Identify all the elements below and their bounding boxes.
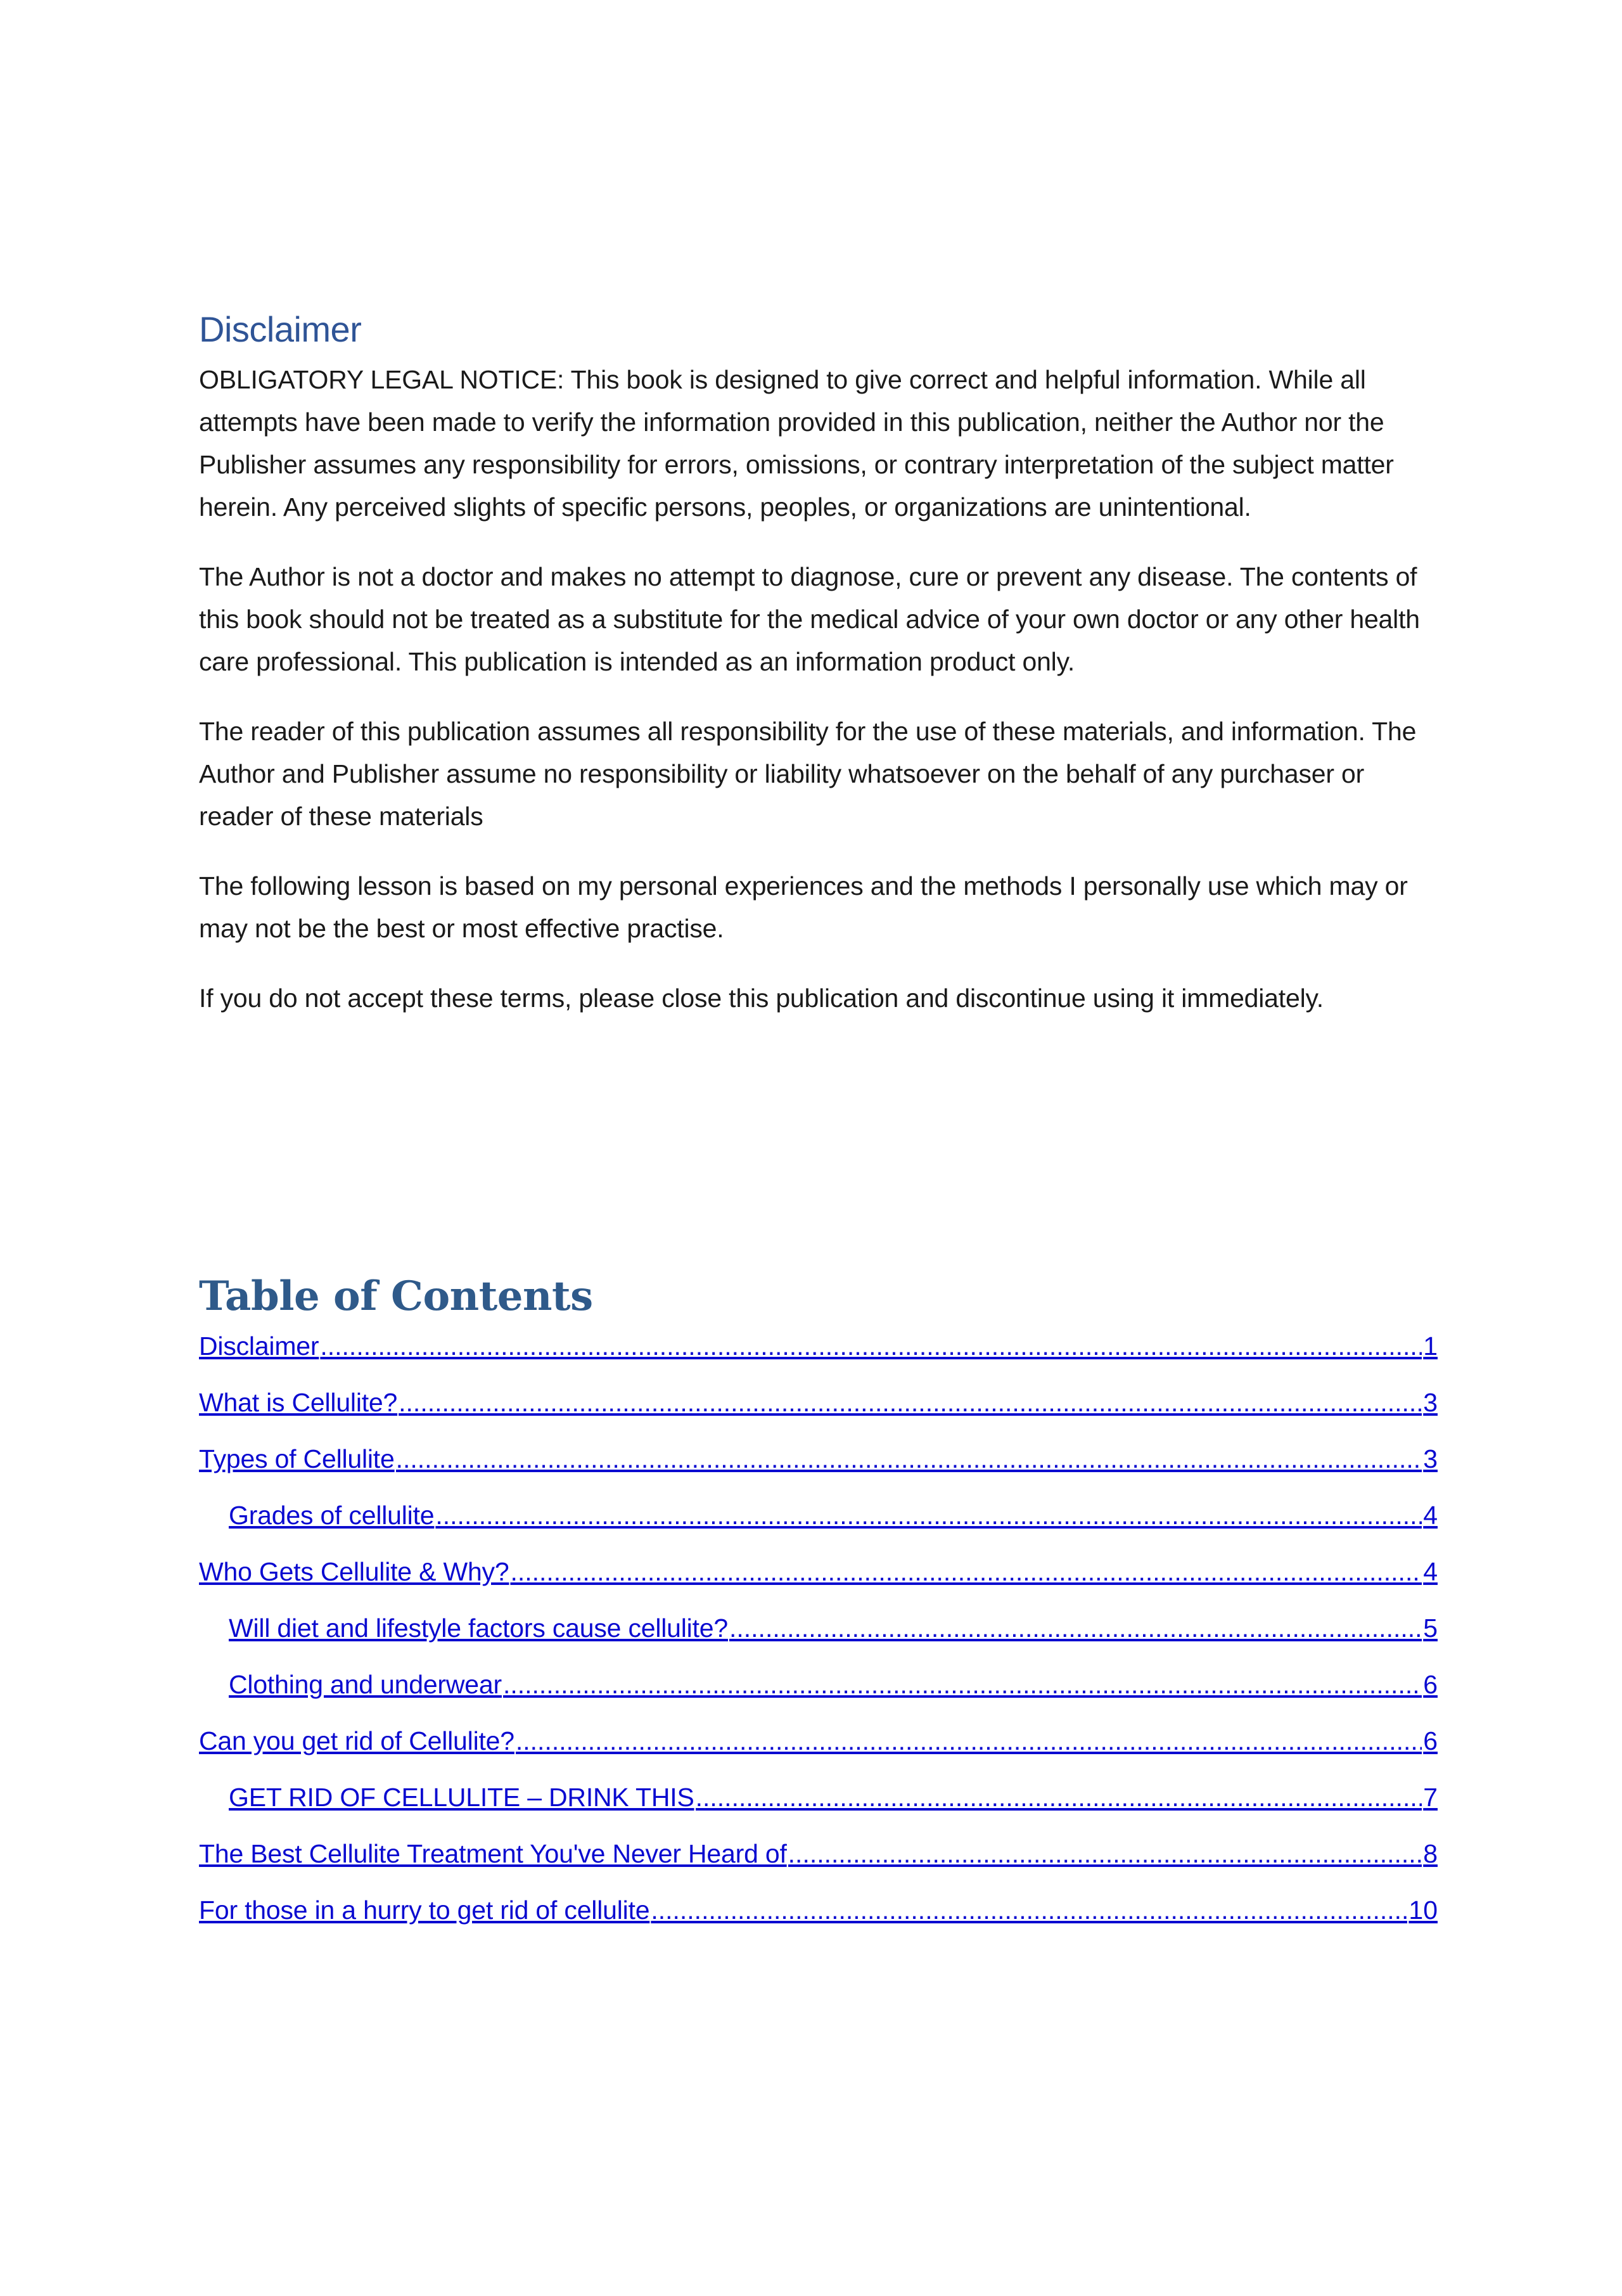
toc-entry-types-of-cellulite[interactable] [199,1444,1438,1501]
toc-page-number: 8 [1423,1839,1438,1868]
toc-dot-leader [516,1726,1422,1756]
disclaimer-heading: Disclaimer [199,309,362,349]
toc-heading: Table of Contents [199,1273,593,1320]
toc-page-number: 4 [1423,1557,1438,1586]
toc-entry-title: Will diet and lifestyle factors cause cellulite? [229,1613,728,1643]
disclaimer-paragraph: If you do not accept these terms, please close this publication and discontinue using it immediately. [199,984,1324,1013]
disclaimer-paragraph: The following lesson is based on my personal experiences and the methods I personally use which may or may not be the best or most effective practise. [199,871,1408,943]
toc-dot-leader [320,1331,1422,1361]
disclaimer-paragraph: The reader of this publication assumes all responsibility for the use of these materials, and information. The Author and Publisher assume no responsibility or liability whatsoever on the behalf of any purchaser or reader of these materials [199,717,1417,831]
toc-entry-disclaimer[interactable] [199,1331,1438,1388]
toc-page-number: 4 [1423,1501,1438,1530]
toc-entry-who-gets-cellulite[interactable] [199,1557,1438,1613]
toc-entry-title: Who Gets Cellulite & Why? [199,1557,509,1586]
toc-dot-leader [696,1783,1422,1812]
toc-entry-title: Can you get rid of Cellulite? [199,1726,514,1755]
toc-page-number: 5 [1423,1613,1438,1643]
toc-entry-what-is-cellulite[interactable] [199,1388,1438,1444]
toc-entry-clothing-and-underwear[interactable] [199,1670,1438,1726]
toc-dot-leader [510,1557,1422,1587]
table-of-contents [199,1331,1438,1952]
toc-dot-leader [651,1895,1407,1925]
toc-entry-drink-this[interactable] [199,1783,1438,1839]
toc-dot-leader [399,1388,1422,1418]
toc-entry-best-treatment[interactable] [199,1839,1438,1895]
toc-dot-leader [396,1444,1422,1474]
toc-page-number: 6 [1423,1726,1438,1755]
toc-page-number: 3 [1423,1388,1438,1417]
toc-entry-diet-and-lifestyle[interactable] [199,1613,1438,1670]
toc-page-number: 3 [1423,1444,1438,1473]
toc-dot-leader [729,1613,1422,1643]
toc-entry-title: For those in a hurry to get rid of cellulite [199,1895,650,1925]
toc-entry-title: Grades of cellulite [229,1501,435,1530]
toc-dot-leader [788,1839,1422,1869]
disclaimer-paragraph: The Author is not a doctor and makes no attempt to diagnose, cure or prevent any disease. The contents of this book should not be treated as a substitute for the medical advice of your own doctor or any other health care professional. This publication is intended as an information product only. [199,562,1420,676]
toc-dot-leader [503,1670,1422,1700]
toc-entry-title: Clothing and underwear [229,1670,502,1699]
toc-entry-title: Disclaimer [199,1331,319,1361]
toc-entry-can-you-get-rid[interactable] [199,1726,1438,1783]
toc-entry-title: What is Cellulite? [199,1388,398,1417]
toc-entry-title: The Best Cellulite Treatment You've Never Heard of [199,1839,787,1868]
toc-page-number: 7 [1423,1783,1438,1812]
toc-entry-grades-of-cellulite[interactable] [199,1501,1438,1557]
toc-entry-title: GET RID OF CELLULITE – DRINK THIS [229,1783,694,1812]
toc-page-number: 6 [1423,1670,1438,1699]
toc-entry-title: Types of Cellulite [199,1444,395,1473]
toc-page-number: 1 [1423,1331,1438,1361]
disclaimer-paragraph: OBLIGATORY LEGAL NOTICE: This book is designed to give correct and helpful information. While all attempts have been made to verify the information provided in this publication, neither the Author nor the Publisher assumes any responsibility for errors, omissions, or contrary interpretation of the subject matter herein. Any perceived slights of specific persons, peoples, or organizations are unintentional. [199,365,1394,522]
toc-page-number: 10 [1408,1895,1438,1925]
toc-dot-leader [435,1501,1422,1530]
disclaimer-section [199,300,1438,1047]
toc-entry-those-in-a-hurry[interactable] [199,1895,1438,1952]
